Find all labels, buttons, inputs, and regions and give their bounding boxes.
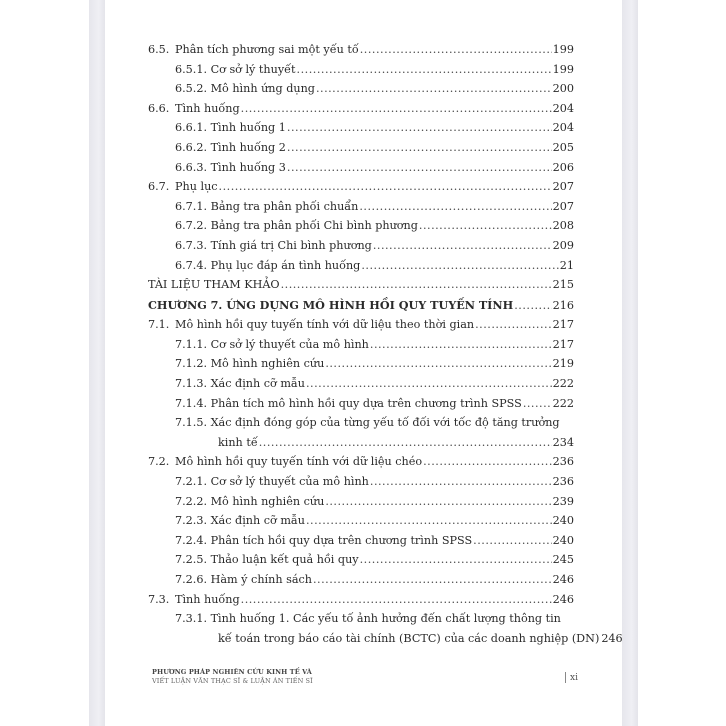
toc-entry-page: 219 <box>552 357 574 371</box>
toc-entry-title: Phân tích hồi quy dựa trên chương trình SPSS <box>210 533 473 547</box>
toc-entry-number: 6.7. <box>148 180 170 194</box>
toc-subsection-entry <box>148 550 574 570</box>
dot-leader <box>287 158 552 178</box>
page-edge-right <box>622 0 638 726</box>
toc-entry-page: 207 <box>552 180 574 194</box>
toc-entry-label <box>148 40 359 60</box>
toc-entry-title: Cơ sở lý thuyết của mô hình <box>210 474 369 488</box>
dot-leader <box>373 236 552 256</box>
toc-entry-label <box>148 315 474 335</box>
toc-subsection-entry <box>148 374 574 394</box>
toc-section-entry <box>148 590 574 610</box>
toc-entry-title: Xác định cỡ mẫu <box>210 514 305 528</box>
toc-entry-page: 239 <box>552 494 574 508</box>
toc-entry-number: 7.2.1. <box>175 474 208 488</box>
toc-entry-number: 7.3. <box>148 592 170 606</box>
toc-entry-title: Xác định cỡ mẫu <box>210 377 305 390</box>
toc-entry-label <box>175 60 296 80</box>
toc-entry-page: 217 <box>552 337 574 351</box>
toc-entry-label <box>175 511 305 531</box>
toc-entry-label <box>175 374 305 394</box>
dot-leader <box>287 118 552 138</box>
toc-subsection-entry <box>148 492 574 512</box>
toc-entry-label <box>175 570 312 590</box>
toc-entry-title: Tình huống 1 <box>210 121 286 135</box>
dot-leader <box>514 296 551 317</box>
toc-entry-title: Tình huống 3 <box>210 160 286 174</box>
toc-entry-number: 7.2.2. <box>175 494 208 508</box>
toc-entry-page: 240 <box>552 514 574 528</box>
toc-entry-page: 199 <box>552 62 574 76</box>
toc-entry-page: 200 <box>552 82 574 96</box>
dot-leader <box>306 511 552 531</box>
toc-entry-title: Tính giá trị Chi bình phương <box>210 238 372 252</box>
toc-entry-title: Phân tích phương sai một yếu tố <box>175 43 359 56</box>
toc-entry-label <box>175 197 358 217</box>
toc-entry-page: 234 <box>552 435 574 449</box>
toc-entry-page: 204 <box>552 101 574 115</box>
toc-entry-number: 6.5. <box>148 43 170 56</box>
dot-leader <box>241 590 552 610</box>
toc-subsection-entry <box>148 335 574 355</box>
toc-entry-title: Hàm ý chính sách <box>210 572 312 586</box>
toc-subsection-entry <box>148 118 574 138</box>
footer-book-title-line1: PHƯƠNG PHÁP NGHIÊN CỨU KINH TẾ VÀ <box>152 668 312 676</box>
dot-leader <box>423 452 552 472</box>
toc-entry-label <box>148 295 513 316</box>
toc-entry-title: CHƯƠNG 7. ỨNG DỤNG MÔ HÌNH HỒI QUY TUYẾN TÍNH <box>148 297 514 312</box>
toc-entry-number: 7.2.4. <box>175 533 208 547</box>
toc-entry-number: 7.1.4. <box>175 396 208 410</box>
dot-leader <box>287 138 552 158</box>
toc-entry-page: 222 <box>552 396 574 410</box>
toc-entry-page: 216 <box>552 298 574 312</box>
page-edge-left <box>89 0 105 726</box>
footer-book-title-line2: VIẾT LUẬN VĂN THẠC SĨ & LUẬN ÁN TIẾN SĨ <box>152 677 313 685</box>
page-footer <box>152 668 578 685</box>
toc-entry-label <box>175 492 324 512</box>
toc-entry-page: 21 <box>559 258 574 272</box>
toc-entry-label <box>148 177 218 197</box>
toc-entry-number: 6.6.2. <box>175 140 208 154</box>
toc-entry-page: 209 <box>552 238 574 252</box>
toc-chapter-entry <box>148 295 574 316</box>
toc-section-entry <box>148 40 574 60</box>
toc-entry-page: 204 <box>552 121 574 135</box>
toc-entry-label <box>175 79 315 99</box>
toc-section-entry <box>148 452 574 472</box>
toc-entry-title: Tình huống <box>175 101 240 115</box>
toc-subsection-entry <box>148 570 574 590</box>
toc-entry-title: TÀI LIỆU THAM KHẢO <box>148 278 280 292</box>
toc-subsection-entry <box>148 60 574 80</box>
toc-entry-number: 7.2.3. <box>175 514 208 528</box>
toc-entry-title: Mô hình ứng dụng <box>210 82 315 96</box>
page-number <box>565 672 578 683</box>
toc-entry-number: 7.1.2. <box>175 357 208 371</box>
dot-leader <box>523 394 552 414</box>
toc-section-entry <box>148 315 574 335</box>
toc-subsection-entry <box>148 138 574 158</box>
toc-entry-title-continued: kinh tế <box>218 435 258 449</box>
toc-entry-label <box>175 550 359 570</box>
toc-entry-page: 222 <box>552 377 574 390</box>
toc-entry-label <box>175 216 418 236</box>
toc-subsection-entry <box>148 472 574 492</box>
toc-subsection-entry <box>148 256 574 276</box>
dot-leader <box>360 550 552 570</box>
toc-entry-title: Tình huống <box>175 592 240 606</box>
toc-subsection-entry <box>148 354 574 374</box>
toc-section-entry <box>148 99 574 119</box>
dot-leader <box>473 531 551 551</box>
toc-entry-title: Tình huống 2 <box>210 140 286 154</box>
toc-entry-title: Phụ lục đáp án tình huống <box>210 258 361 272</box>
toc-entry-number: 6.6.1. <box>175 121 208 135</box>
toc-entry-label <box>175 236 372 256</box>
dot-leader <box>475 315 552 335</box>
dot-leader <box>325 492 551 512</box>
toc-subsection-entry <box>148 413 574 452</box>
dot-leader <box>359 197 551 217</box>
toc-entry-page: 245 <box>552 553 574 567</box>
toc-entry-title: Mô hình hồi quy tuyến tính với dữ liệu chéo <box>175 455 423 469</box>
toc-entry-label <box>175 531 472 551</box>
toc-subsection-entry <box>148 79 574 99</box>
toc-entry-number: 6.7.4. <box>175 258 208 272</box>
toc-entry-title-continued: kế toán trong báo cáo tài chính (BCTC) của các doanh nghiệp (DN) <box>218 631 600 645</box>
toc-entry-page: 240 <box>552 533 574 547</box>
toc-entry-continuation <box>175 433 574 453</box>
toc-entry-number: 7.1. <box>148 318 170 332</box>
dot-leader <box>370 472 552 492</box>
toc-section-entry <box>148 177 574 197</box>
toc-entry-label <box>148 275 280 295</box>
toc-entry-title: Bảng tra phân phối Chi bình phương <box>210 219 418 233</box>
toc-entry-title: Phụ lục <box>175 180 218 194</box>
dot-leader <box>306 374 552 394</box>
toc-subsection-entry <box>148 197 574 217</box>
toc-entry-label <box>175 335 369 355</box>
toc-entry-page: 236 <box>552 455 574 469</box>
dot-leader <box>360 40 552 60</box>
toc-subsection-entry <box>148 394 574 414</box>
dot-leader <box>419 216 552 236</box>
toc-entry-page: 246 <box>552 572 574 586</box>
dot-leader <box>241 99 552 119</box>
toc-entry-label <box>175 354 324 374</box>
toc-entry-number: 7.1.3. <box>175 377 208 390</box>
dot-leader <box>259 433 552 453</box>
toc-entry-page: 217 <box>552 318 574 332</box>
toc-entry-title: Mô hình nghiên cứu <box>210 357 325 371</box>
toc-entry-page: 199 <box>552 43 574 56</box>
toc-entry-number: 6.7.1. <box>175 199 208 213</box>
toc-entry-title: Thảo luận kết quả hồi quy <box>210 553 359 567</box>
toc-entry-page: 207 <box>552 199 574 213</box>
toc-entry-title: Mô hình hồi quy tuyến tính với dữ liệu theo thời gian <box>175 318 475 332</box>
toc-entry-page: 236 <box>552 474 574 488</box>
toc-entry-label <box>148 99 240 119</box>
dot-leader <box>316 79 552 99</box>
toc-entry-page: 215 <box>552 278 574 292</box>
toc-entry-label <box>175 472 369 492</box>
toc-entry-line <box>175 413 574 433</box>
toc-subsection-entry <box>148 236 574 256</box>
toc-entry-title: Xác định đóng góp của từng yếu tố đối với tốc độ tăng trưởng <box>210 416 560 430</box>
page-number-text: xi <box>570 673 578 683</box>
folio-divider <box>565 672 566 683</box>
toc-entry-number: 6.6. <box>148 101 170 115</box>
dot-leader <box>325 354 551 374</box>
toc-entry-title: Mô hình nghiên cứu <box>210 494 325 508</box>
toc-entry-number: 6.6.3. <box>175 160 208 174</box>
toc-subsection-entry <box>148 609 623 648</box>
toc-entry-page: 208 <box>552 219 574 233</box>
dot-leader <box>361 256 558 276</box>
dot-leader <box>297 60 552 80</box>
toc-entry-label <box>148 452 422 472</box>
toc-entry-number: 6.5.2. <box>175 82 208 96</box>
toc-entry-title: Bảng tra phân phối chuẩn <box>210 199 359 213</box>
toc-entry-label <box>175 256 360 276</box>
toc-entry-number: 7.2.5. <box>175 553 208 567</box>
toc-entry-page: 246 <box>601 631 623 645</box>
toc-entry-number: 7.1.5. <box>175 416 208 430</box>
table-of-contents <box>148 40 623 648</box>
toc-top-entry <box>148 275 574 295</box>
toc-entry-continuation <box>175 629 623 649</box>
toc-subsection-entry <box>148 531 574 551</box>
toc-subsection-entry <box>148 511 574 531</box>
toc-entry-line <box>175 609 574 629</box>
toc-entry-label <box>175 394 522 414</box>
toc-entry-page: 246 <box>552 592 574 606</box>
toc-entry-label <box>175 158 286 178</box>
toc-entry-number: 7.2.6. <box>175 572 208 586</box>
toc-entry-page: 205 <box>552 140 574 154</box>
toc-entry-label <box>148 590 240 610</box>
dot-leader <box>281 275 552 295</box>
toc-entry-number: 7.3.1. <box>175 612 208 626</box>
dot-leader <box>370 335 552 355</box>
toc-entry-title: Tình huống 1. Các yếu tố ảnh hưởng đến chất lượng thông tin <box>210 612 561 626</box>
toc-entry-number: 6.5.1. <box>175 62 208 76</box>
toc-entry-title: Phân tích mô hình hồi quy dựa trên chương trình SPSS <box>210 396 522 410</box>
toc-subsection-entry <box>148 158 574 178</box>
toc-entry-page: 206 <box>552 160 574 174</box>
toc-entry-number: 7.1.1. <box>175 337 208 351</box>
dot-leader <box>219 177 552 197</box>
toc-subsection-entry <box>148 216 574 236</box>
toc-entry-title: Cơ sở lý thuyết <box>210 62 296 76</box>
toc-entry-number: 6.7.2. <box>175 219 208 233</box>
toc-entry-label <box>175 118 286 138</box>
toc-entry-number: 6.7.3. <box>175 238 208 252</box>
toc-entry-label <box>175 138 286 158</box>
toc-entry-number: 7.2. <box>148 455 170 469</box>
toc-entry-title: Cơ sở lý thuyết của mô hình <box>210 337 369 351</box>
dot-leader <box>313 570 552 590</box>
